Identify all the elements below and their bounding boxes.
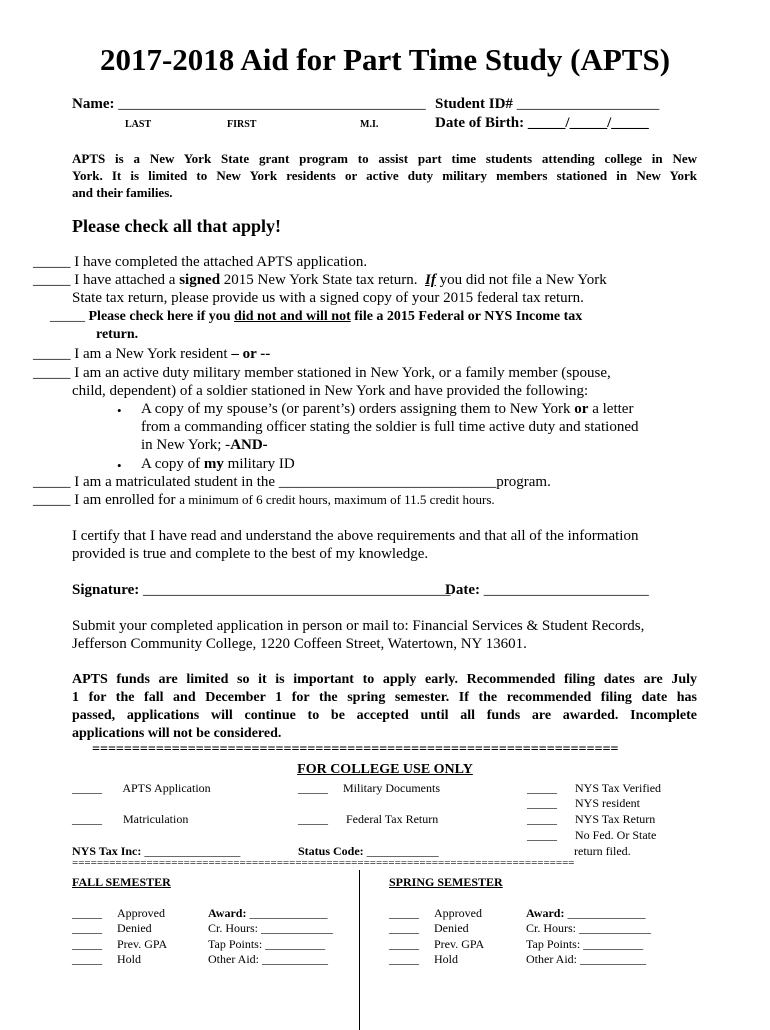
spring-award-label: Award: bbox=[526, 906, 565, 920]
nys-tax-inc-label: NYS Tax Inc: bbox=[72, 844, 142, 858]
separator: ================================================================== bbox=[92, 742, 619, 757]
office-apts-application[interactable] bbox=[72, 781, 211, 796]
fall-cr-label: Cr. Hours: bbox=[208, 921, 259, 935]
item-text: I have completed the attached APTS application. bbox=[74, 254, 368, 270]
office-label: NYS resident bbox=[575, 796, 640, 810]
fall-cr-hours[interactable] bbox=[208, 921, 333, 936]
fall-tap-points[interactable] bbox=[208, 937, 325, 952]
bullet-orders-continued: from a commanding officer stating the soldier is full time active duty and stationed bbox=[141, 419, 639, 435]
student-id-line: ___________________ bbox=[516, 96, 660, 112]
check-blank: _____ bbox=[527, 828, 557, 842]
fall-award-line: _____________ bbox=[249, 906, 328, 920]
spring-other-aid[interactable] bbox=[526, 952, 646, 967]
or-separator: – or -- bbox=[231, 346, 271, 362]
program-line: _____________________________ bbox=[278, 474, 497, 490]
spring-cr-label: Cr. Hours: bbox=[526, 921, 577, 935]
fall-label: Approved bbox=[117, 906, 165, 920]
item-text: you did not file a New York bbox=[439, 272, 607, 288]
check-blank: _____ bbox=[72, 921, 102, 935]
check-blank: _____ bbox=[33, 492, 71, 508]
spring-hold[interactable] bbox=[389, 952, 458, 967]
item-text: I have attached a bbox=[74, 272, 176, 288]
submit-line-2: Jefferson Community College, 1220 Coffeen Street, Watertown, NY 13601. bbox=[72, 636, 527, 652]
office-label: Military Documents bbox=[343, 781, 440, 795]
check-blank: _____ bbox=[298, 781, 328, 795]
office-nys-tax-return[interactable] bbox=[527, 812, 655, 827]
intro-line-3: and their families. bbox=[72, 185, 173, 200]
checklist-item-no-tax-return[interactable] bbox=[50, 309, 582, 325]
spring-approved[interactable] bbox=[389, 906, 482, 921]
nys-tax-inc-line: ________________ bbox=[144, 844, 241, 858]
item-text: I am an active duty military member stationed in New York, or a family member (spouse, bbox=[74, 365, 611, 381]
check-blank: _____ bbox=[72, 812, 102, 826]
military-continued: child, dependent) of a soldier stationed in New York and have provided the following: bbox=[72, 383, 589, 399]
check-blank: _____ bbox=[527, 812, 557, 826]
check-blank: _____ bbox=[72, 781, 102, 795]
spring-award-line: _____________ bbox=[567, 906, 646, 920]
item-text-emphasis: If bbox=[425, 272, 436, 288]
spring-cr-hours[interactable] bbox=[526, 921, 651, 936]
item-text: program. bbox=[496, 474, 551, 490]
spring-cr-line: ____________ bbox=[579, 921, 652, 935]
fall-other-aid[interactable] bbox=[208, 952, 328, 967]
check-blank: _____ bbox=[298, 812, 328, 826]
fall-award[interactable] bbox=[208, 906, 327, 921]
check-blank: _____ bbox=[33, 254, 71, 270]
spring-label: Prev. GPA bbox=[434, 937, 485, 951]
spring-label: Hold bbox=[434, 952, 458, 966]
fall-label: Hold bbox=[117, 952, 141, 966]
mi-sublabel: M.I. bbox=[360, 119, 379, 130]
funds-line-1: APTS funds are limited so it is important to apply early. Recommended filing dates are July bbox=[72, 672, 697, 687]
fall-prev-gpa[interactable] bbox=[72, 937, 167, 952]
bullet-text: A copy of bbox=[141, 456, 201, 472]
submit-line-1: Submit your completed application in person or mail to: Financial Services & Student Records, bbox=[72, 618, 645, 634]
office-no-fed-state[interactable] bbox=[527, 828, 656, 843]
checklist-item-military[interactable] bbox=[33, 365, 611, 382]
fall-tap-line: __________ bbox=[265, 937, 326, 951]
spring-label: Approved bbox=[434, 906, 482, 920]
tax-return-continued: State tax return, please provide us with a signed copy of your 2015 federal tax return. bbox=[72, 290, 584, 306]
office-label: NYS Tax Verified bbox=[575, 781, 662, 795]
check-blank: _____ bbox=[389, 906, 419, 920]
office-label: APTS Application bbox=[122, 781, 211, 795]
office-federal-tax-return[interactable] bbox=[298, 812, 438, 827]
fall-hold[interactable] bbox=[72, 952, 141, 967]
bullet-military-id bbox=[141, 456, 295, 473]
check-blank: _____ bbox=[33, 346, 71, 362]
fall-award-label: Award: bbox=[208, 906, 247, 920]
date-field[interactable] bbox=[445, 582, 649, 599]
office-return-filed: return filed. bbox=[574, 844, 631, 858]
fall-label: Prev. GPA bbox=[117, 937, 168, 951]
office-label: No Fed. Or State bbox=[575, 828, 657, 842]
bullet-text: A copy of my spouse’s (or parent’s) orders assigning them to New York bbox=[141, 401, 571, 417]
funds-line-4: applications will not be considered. bbox=[72, 726, 282, 741]
signature-line: _________________________________________ bbox=[142, 582, 451, 598]
office-label: Federal Tax Return bbox=[346, 812, 439, 826]
check-blank: _____ bbox=[389, 952, 419, 966]
office-label: Matriculation bbox=[123, 812, 189, 826]
item-text: I am a matriculated student in the bbox=[74, 474, 276, 490]
spring-award[interactable] bbox=[526, 906, 645, 921]
item-text-underlined: did not and will not bbox=[234, 309, 351, 324]
student-id-field[interactable] bbox=[435, 96, 659, 113]
certify-line-1: I certify that I have read and understand the above requirements and that all of the information bbox=[72, 528, 639, 544]
bullet-text: in New York; - bbox=[141, 437, 231, 453]
funds-line-2: 1 for the fall and December 1 for the spring semester. If the recommended filing date has bbox=[72, 690, 697, 705]
intro-line-2: York. It is limited to New York residents or active duty military members stationed in New York bbox=[72, 168, 697, 183]
check-blank: _____ bbox=[527, 796, 557, 810]
spring-other-label: Other Aid: bbox=[526, 952, 577, 966]
no-tax-return-continued: return. bbox=[96, 327, 139, 342]
bullet-text: a letter bbox=[592, 401, 634, 417]
item-text-bold: signed bbox=[179, 272, 221, 288]
office-nys-tax-verified[interactable] bbox=[527, 781, 661, 796]
bullet-text-bold: or bbox=[574, 401, 589, 417]
spring-tap-label: Tap Points: bbox=[526, 937, 581, 951]
and-separator: AND- bbox=[230, 437, 268, 453]
bullet-icon: • bbox=[117, 458, 122, 473]
dob-label: Date of Birth: bbox=[435, 115, 525, 131]
status-code-label: Status Code: bbox=[298, 844, 364, 858]
check-blank: _____ bbox=[72, 937, 102, 951]
fall-approved[interactable] bbox=[72, 906, 165, 921]
page-title: 2017-2018 Aid for Part Time Study (APTS) bbox=[99, 42, 671, 77]
check-blank: _____ bbox=[72, 906, 102, 920]
office-matriculation[interactable] bbox=[72, 812, 188, 827]
fall-other-label: Other Aid: bbox=[208, 952, 259, 966]
item-text: 2015 New York State tax return. bbox=[223, 272, 418, 288]
first-sublabel: FIRST bbox=[227, 119, 257, 130]
checklist-item-application[interactable] bbox=[33, 254, 367, 271]
signature-field[interactable] bbox=[72, 582, 450, 599]
check-blank: _____ bbox=[33, 474, 71, 490]
status-code-line: ____________ bbox=[366, 844, 439, 858]
fall-tap-label: Tap Points: bbox=[208, 937, 263, 951]
fall-label: Denied bbox=[117, 921, 152, 935]
fall-semester-heading: FALL SEMESTER bbox=[72, 875, 171, 889]
fall-other-line: ___________ bbox=[262, 952, 328, 966]
check-blank: _____ bbox=[527, 781, 557, 795]
spring-other-line: ___________ bbox=[580, 952, 646, 966]
office-military-documents[interactable] bbox=[298, 781, 440, 796]
item-text: Please check here if you bbox=[88, 309, 231, 324]
date-line: ______________________ bbox=[483, 582, 649, 598]
student-id-label: Student ID# bbox=[435, 96, 513, 112]
intro-line-1: APTS is a New York State grant program to assist part time students attending college in New bbox=[72, 151, 697, 166]
check-blank: _____ bbox=[50, 309, 85, 324]
dob-field[interactable] bbox=[435, 115, 649, 132]
bullet-orders bbox=[141, 401, 633, 418]
item-text: I am a New York resident bbox=[74, 346, 228, 362]
spring-prev-gpa[interactable] bbox=[389, 937, 484, 952]
signature-label: Signature: bbox=[72, 582, 140, 598]
check-blank: _____ bbox=[389, 937, 419, 951]
last-sublabel: LAST bbox=[125, 119, 152, 130]
name-field[interactable] bbox=[72, 96, 426, 113]
separator: ================================================================================= bbox=[72, 857, 575, 869]
spring-semester-heading: SPRING SEMESTER bbox=[389, 875, 503, 889]
bullet-icon: • bbox=[117, 403, 122, 418]
checklist-item-ny-resident[interactable] bbox=[33, 346, 270, 363]
name-line: _________________________________________ bbox=[118, 96, 426, 112]
fall-cr-line: ____________ bbox=[261, 921, 334, 935]
check-heading: Please check all that apply! bbox=[72, 216, 281, 236]
office-nys-resident[interactable] bbox=[527, 796, 640, 811]
item-text: file a 2015 Federal or NYS Income tax bbox=[354, 309, 583, 324]
check-blank: _____ bbox=[33, 365, 71, 381]
checklist-item-enrolled[interactable] bbox=[33, 492, 495, 509]
spring-denied[interactable] bbox=[389, 921, 469, 936]
dob-line: _____/_____/_____ bbox=[527, 115, 649, 131]
office-label: NYS Tax Return bbox=[575, 812, 656, 826]
bullet-text-bold: my bbox=[203, 456, 224, 472]
check-blank: _____ bbox=[72, 952, 102, 966]
check-blank: _____ bbox=[33, 272, 71, 288]
date-label: Date: bbox=[445, 582, 480, 598]
checklist-item-matriculated[interactable] bbox=[33, 474, 551, 491]
name-label: Name: bbox=[72, 96, 115, 112]
spring-label: Denied bbox=[434, 921, 469, 935]
semester-divider bbox=[359, 870, 360, 1030]
checklist-item-tax-return[interactable] bbox=[33, 272, 607, 289]
fall-denied[interactable] bbox=[72, 921, 152, 936]
funds-line-3: passed, applications will continue to be accepted until all funds are awarded. Incomplete bbox=[72, 708, 697, 723]
item-text: I am enrolled for bbox=[74, 492, 176, 508]
item-text-small: a minimum of 6 credit hours, maximum of 11.5 credit hours. bbox=[179, 492, 495, 507]
college-use-heading: FOR COLLEGE USE ONLY bbox=[297, 762, 473, 777]
spring-tap-line: __________ bbox=[583, 937, 644, 951]
spring-tap-points[interactable] bbox=[526, 937, 643, 952]
certify-line-2: provided is true and complete to the best of my knowledge. bbox=[72, 546, 429, 562]
bullet-orders-continued-2 bbox=[141, 437, 268, 454]
check-blank: _____ bbox=[389, 921, 419, 935]
bullet-text: military ID bbox=[227, 456, 295, 472]
